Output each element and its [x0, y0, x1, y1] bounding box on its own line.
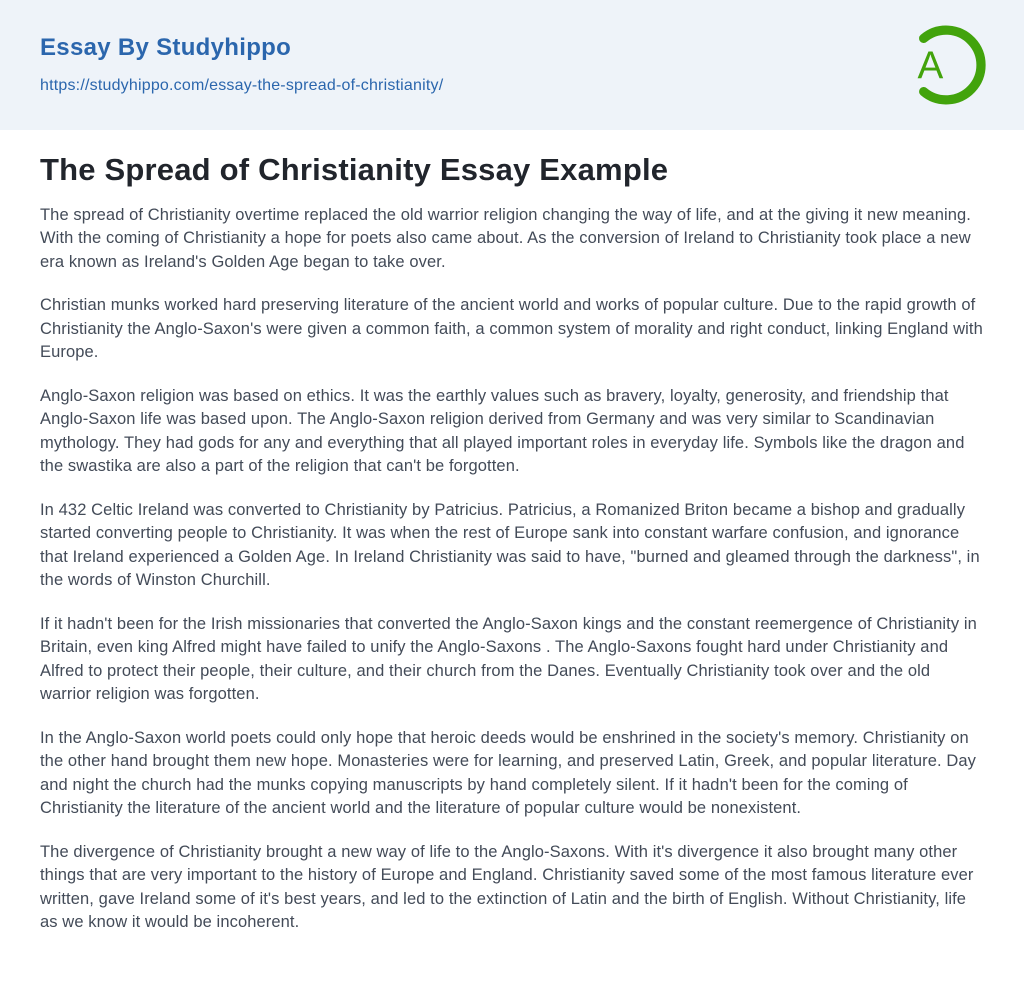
paragraph-1: The spread of Christianity overtime replaced the old warrior religion changing the way of life, and at the giving it new meaning. With the coming of Christianity a hope for poets also came about. As the conversion of Ireland to Christianity took place a new era known as Ireland's Golden Age began to take over. [40, 205, 971, 271]
paragraph-5: If it hadn't been for the Irish missionaries that converted the Anglo-Saxon kings and the constant reemergence of Christianity in Britain, even king Alfred might have failed to unify the Anglo-Saxons . The Anglo-Saxons fought hard under Christianity and Alfred to protect their people, their culture, and their church from the Danes. Eventually Christianity took over and the old warrior religion was forgotten. [40, 614, 977, 704]
logo-letter: A [917, 44, 944, 88]
header-text-block [40, 35, 443, 94]
logo-arc-icon [904, 23, 988, 107]
paragraph-6: In the Anglo-Saxon world poets could only hope that heroic deeds would be enshrined in the society's memory. Christianity on the other hand brought them new hope. Monasteries were for learning, and preserved Latin, Greek, and popular literature. Day and night the church had the munks copying manuscripts by hand completely silent. If it hadn't been for the coming of Christianity the literature of the ancient world and the literature of popular culture would be nonexistent. [40, 728, 977, 818]
paragraph-4: In 432 Celtic Ireland was converted to Christianity by Patricius. Patricius, a Romanized Briton became a bishop and gradually started converting people to Christianity. It was when the rest of Europe sank into constant warfare confusion, and ignorance that Ireland experienced a Golden Age. In Ireland Christianity was said to have, "burned and gleamed through the darkness", in the words of Winston Churchill. [40, 500, 980, 590]
header-banner [0, 0, 1024, 130]
paragraph-3: Anglo-Saxon religion was based on ethics. It was the earthly values such as bravery, loyalty, generosity, and friendship that Anglo-Saxon life was based upon. The Anglo-Saxon religion derived from Germany and was very similar to Scandinavian mythology. They had gods for any and everything that all played important roles in everyday life. Symbols like the dragon and the swastika are also a part of the religion that can't be forgotten. [40, 386, 965, 476]
article-title: The Spread of Christianity Essay Example [40, 152, 669, 187]
studyhippo-logo[interactable] [904, 23, 988, 107]
paragraph-7: The divergence of Christianity brought a new way of life to the Anglo-Saxons. With it's divergence it also brought many other things that are very important to the history of Europe and England. Christianity saved some of the most famous literature ever written, gave Ireland some of it's best years, and led to the extinction of Latin and the birth of English. Without Christianity, life as we know it would be incoherent. [40, 842, 974, 932]
article-body [0, 130, 1024, 935]
site-title: Essay By Studyhippo [40, 34, 292, 62]
paragraph-2: Christian munks worked hard preserving literature of the ancient world and works of popular culture. Due to the rapid growth of Christianity the Anglo-Saxon's were given a common faith, a common system of morality and right conduct, linking England with Europe. [40, 296, 983, 362]
page-url-link[interactable]: https://studyhippo.com/essay-the-spread-of-christianity/ [40, 76, 444, 94]
